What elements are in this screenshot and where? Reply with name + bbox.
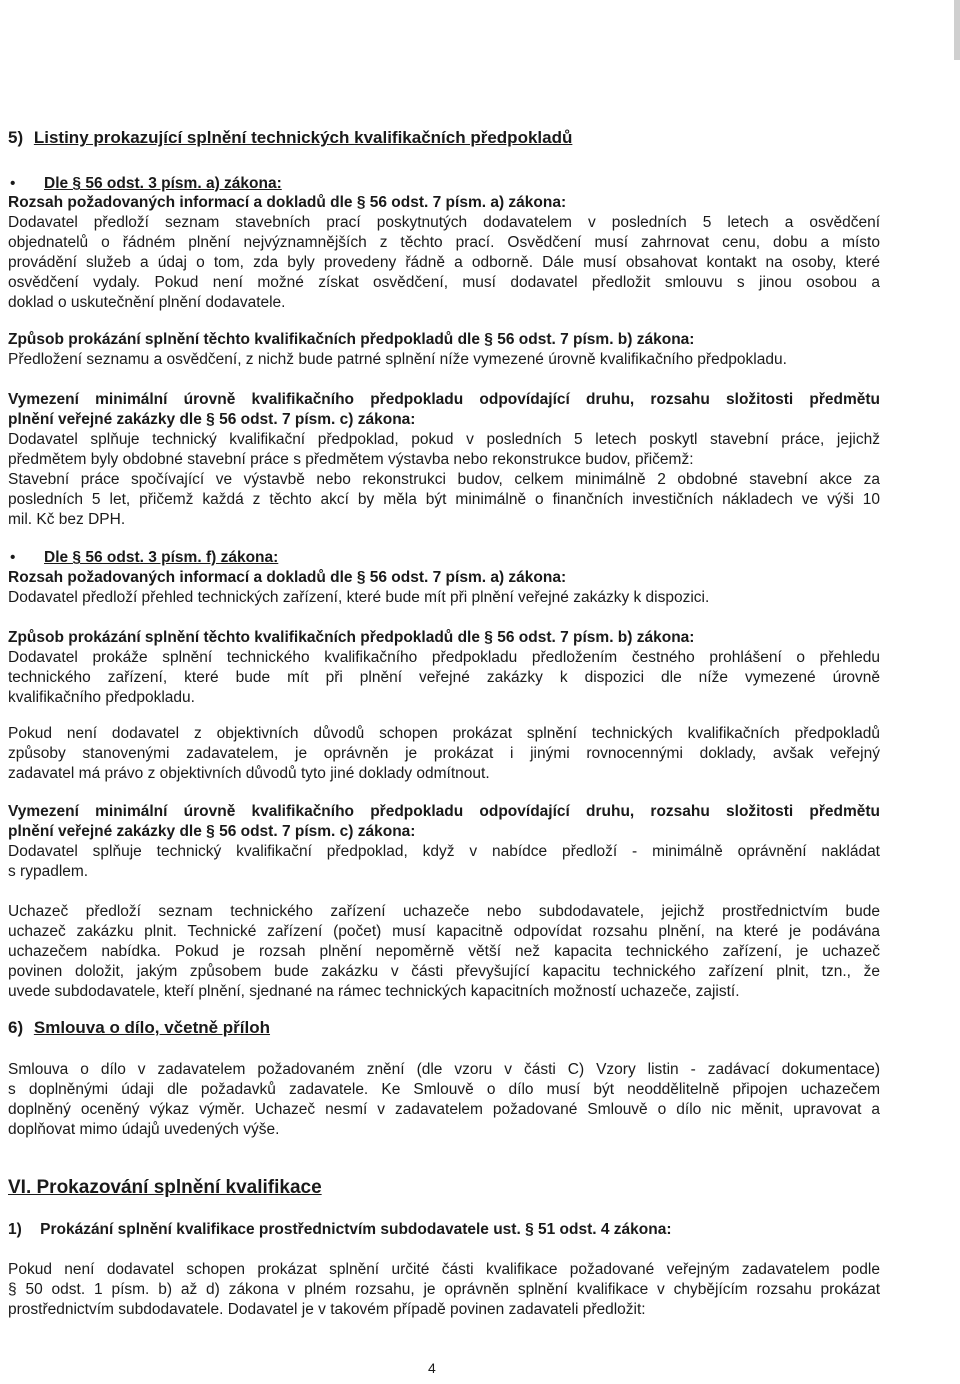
bullet-icon: •: [10, 175, 16, 192]
paragraph-line: s doplněnými údaji dle požadavků zadavatele. Ke Smlouvě o dílo musí být neoddělitelně připojen uchazečem: [8, 1081, 880, 1098]
paragraph-line: povinen doložit, jakým způsobem bude zakázku v části převyšující kapacitu technického zařízení plnit, tzn., že: [8, 963, 880, 980]
heading-line: plnění veřejné zakázky dle § 56 odst. 7 písm. c) zákona:: [8, 823, 416, 840]
bullet-2-sub-text: Dodavatel předloží přehled technických zařízení, které bude mít při plnění veřejné zakázky k dispozici.: [8, 589, 710, 606]
bullet-2-min-heading: [8, 802, 880, 842]
paragraph-line: Dodavatel předloží seznam stavebních prací poskytnutých dodavatelem v posledních 5 letech a osvědčení: [8, 214, 880, 231]
paragraph-line: s rypadlem.: [8, 863, 89, 880]
bullet-icon: •: [10, 549, 16, 566]
bullet-2-min-text: [8, 842, 880, 882]
heading-line: Vymezení minimální úrovně kvalifikačního předpokladu odpovídající druhu, rozsahu složitosti předmětu: [8, 391, 880, 408]
section-6-heading: [8, 1018, 880, 1038]
paragraph-line: provádění služeb a údaj o tom, zda byly provedeny řádně a odborně. Dále musí obsahovat kontakt na osoby, které: [8, 254, 880, 271]
paragraph-line: Pokud není dodavatel z objektivních důvodů schopen prokázat splnění technických kvalifikačních předpokladů: [8, 725, 880, 742]
bullet-2-paragraph-2: [8, 724, 880, 784]
section-5-number: 5): [8, 128, 24, 147]
page-number: 4: [428, 1360, 436, 1376]
bullet-1-paragraph: [8, 213, 880, 313]
section-6-paragraph: [8, 1060, 880, 1140]
paragraph-line: technického zařízení, které bude mít při plnění veřejné zakázky k dispozici dle níže vymezené úrovně: [8, 669, 880, 686]
section-VI-sub-title: Prokázání splnění kvalifikace prostřednictvím subdodavatele ust. § 51 odst. 4 zákona:: [40, 1221, 672, 1238]
bullet-1-method-text: Předložení seznamu a osvědčení, z nichž bude patrné splnění níže vymezené úrovně kvalifikačního předpokladu.: [8, 351, 787, 368]
paragraph-line: uchazeč zakázku plnit. Technické zařízení (počet) musí kapacitně odpovídat rozsahu plnění, na které je podávána: [8, 923, 880, 940]
bullet-1-min-heading: [8, 390, 880, 430]
paragraph-line: uchazečem nabídka. Pokud je rozsah plnění nepoměrně větší než kapacita technického zařízení, je uchazeč: [8, 943, 880, 960]
paragraph-line: Smlouva o dílo v zadavatelem požadovaném znění (dle vzoru v části C) Vzory listin - zadávací dokumentace): [8, 1061, 880, 1078]
bullet-2-heading-text: Dle § 56 odst. 3 písm. f) zákona:: [44, 549, 279, 566]
paragraph-line: Dodavatel prokáže splnění technického kvalifikačního předpokladu předložením čestného prohlášení o přehledu: [8, 649, 880, 666]
paragraph-line: uvede subdodavatele, kteří plnění, sjednané na rámec technických kapacitních možností uchazeče, zajistí.: [8, 983, 740, 1000]
paragraph-line: posledních 5 let, přičemž každá z těchto akcí by měla být minimálně o finančních investičních nákladech ve výši 10: [8, 491, 880, 508]
paragraph-line: Stavební práce spočívající ve výstavbě nebo rekonstrukci budov, celkem minimálně 2 obdobné stavební akce za: [8, 471, 880, 488]
paragraph-line: předmětem byly obdobné stavební práce s předmětem výstavba nebo rekonstrukce budov, přičemž:: [8, 451, 694, 468]
section-VI-subheading: [8, 1220, 880, 1240]
paragraph-line: Dodavatel splňuje technický kvalifikační předpoklad, pokud v posledních 5 letech poskytl stavební práce, jejichž: [8, 431, 880, 448]
paragraph-line: Dodavatel splňuje technický kvalifikační předpoklad, když v nabídce předloží - minimálně oprávnění nakládat: [8, 843, 880, 860]
section-VI-paragraph: [8, 1260, 880, 1320]
paragraph-line: doplňovat mimo údajů uvedených výše.: [8, 1121, 280, 1138]
bullet-1-heading-text: Dle § 56 odst. 3 písm. a) zákona:: [44, 175, 282, 192]
bullet-2-sub-heading: Rozsah požadovaných informací a dokladů dle § 56 odst. 7 písm. a) zákona:: [8, 569, 567, 586]
heading-line: Vymezení minimální úrovně kvalifikačního předpokladu odpovídající druhu, rozsahu složitosti předmětu: [8, 803, 880, 820]
bullet-2-method-heading: Způsob prokázání splnění těchto kvalifikačních předpokladů dle § 56 odst. 7 písm. b) zákona:: [8, 629, 695, 646]
bullet-2-method-text: [8, 648, 880, 708]
bullet-1-sub-heading: Rozsah požadovaných informací a dokladů dle § 56 odst. 7 písm. a) zákona:: [8, 194, 567, 211]
section-5-title: Listiny prokazující splnění technických kvalifikačních předpokladů: [33, 128, 573, 147]
bullet-1-min-text: [8, 430, 880, 530]
paragraph-line: kvalifikačního předpokladu.: [8, 689, 195, 706]
section-6-title: Smlouva o dílo, včetně příloh: [33, 1018, 271, 1037]
paragraph-line: § 50 odst. 1 písm. b) až d) zákona v plném rozsahu, je oprávněn splnění kvalifikace v chybějícím rozsahu prokázat: [8, 1281, 880, 1298]
paragraph-line: zadavatel má právo z objektivních důvodů tyto jiné doklady odmítnout.: [8, 765, 490, 782]
section-VI-sub-number: 1): [8, 1221, 22, 1238]
paragraph-line: prostřednictvím subdodavatele. Dodavatel je v takovém případě povinen zadavateli předložit:: [8, 1301, 646, 1318]
section-VI-heading: VI. Prokazování splnění kvalifikace: [8, 1177, 322, 1198]
section-6-number: 6): [8, 1018, 24, 1037]
bullet-2-paragraph-3: [8, 902, 880, 1002]
paragraph-line: objednatelů o řádném plnění nejvýznamnějších z těchto prací. Osvědčení musí zahrnovat cenu, dobu a místo: [8, 234, 880, 251]
paragraph-line: způsoby stanovenými zadavatelem, je oprávněn je prokázat i jinými rovnocennými doklady, avšak veřejný: [8, 745, 880, 762]
paragraph-line: mil. Kč bez DPH.: [8, 511, 126, 528]
paragraph-line: doplněný oceněný výkaz výměr. Uchazeč nesmí v zadavatelem požadované Smlouvě o dílo nic měnit, upravovat a: [8, 1101, 880, 1118]
bullet-1-method-heading: Způsob prokázání splnění těchto kvalifikačních předpokladů dle § 56 odst. 7 písm. b) zákona:: [8, 331, 695, 348]
section-5-heading: [8, 128, 880, 148]
heading-line: plnění veřejné zakázky dle § 56 odst. 7 písm. c) zákona:: [8, 411, 416, 428]
bullet-2-heading: [8, 548, 880, 568]
paragraph-line: Uchazeč předloží seznam technického zařízení uchazeče nebo subdodavatele, jejichž prostřednictvím bude: [8, 903, 880, 920]
scan-edge-mark: [954, 0, 960, 60]
paragraph-line: osvědčení vydaly. Pokud není možné získat osvědčení, musí dodavatel předložit smlouvu s jinou osobou a: [8, 274, 880, 291]
bullet-1-heading: [8, 174, 880, 194]
paragraph-line: doklad o uskutečnění plnění dodavatele.: [8, 294, 286, 311]
paragraph-line: Pokud není dodavatel schopen prokázat splnění určité části kvalifikace požadované veřejným zadavatelem podle: [8, 1261, 880, 1278]
